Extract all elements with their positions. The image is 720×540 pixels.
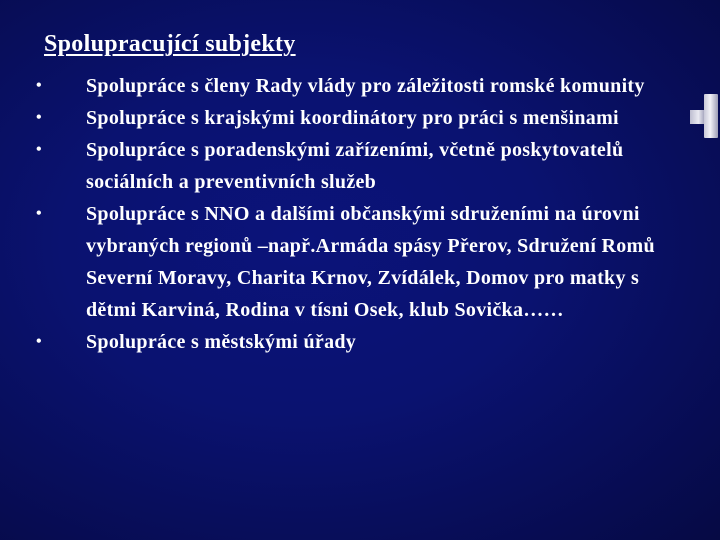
list-item — [0, 70, 666, 102]
bullet-marker: • — [36, 109, 42, 126]
list-item — [0, 102, 666, 134]
list-item-text: Spolupráce s poradenskými zařízeními, včetně poskytovatelů sociálních a preventivních služeb — [86, 139, 624, 193]
bullet-marker: • — [36, 333, 42, 350]
list-item-text: Spolupráce s krajskými koordinátory pro práci s menšinami — [86, 107, 619, 129]
bullet-marker: • — [36, 141, 42, 158]
list-item — [0, 198, 666, 326]
list-item — [0, 134, 666, 198]
bullet-marker: • — [36, 77, 42, 94]
bullet-marker: • — [36, 205, 42, 222]
list-item-text: Spolupráce s NNO a dalšími občanskými sdruženími na úrovni vybraných regionů –např.Armáda spásy Přerov, Sdružení Romů Severní Moravy, Charita Krnov, Zvídálek, Domov pro matky s dětmi Karviná, Rodina v tísni Osek, klub Sovička…… — [86, 203, 655, 321]
slide-title: Spolupracující subjekty — [44, 31, 296, 57]
list-item — [0, 326, 666, 358]
decorative-bar — [704, 94, 718, 138]
bullet-list — [0, 70, 720, 358]
list-item-text: Spolupráce s členy Rady vlády pro záležitosti romské komunity — [86, 75, 645, 97]
list-item-text: Spolupráce s městskými úřady — [86, 331, 357, 353]
